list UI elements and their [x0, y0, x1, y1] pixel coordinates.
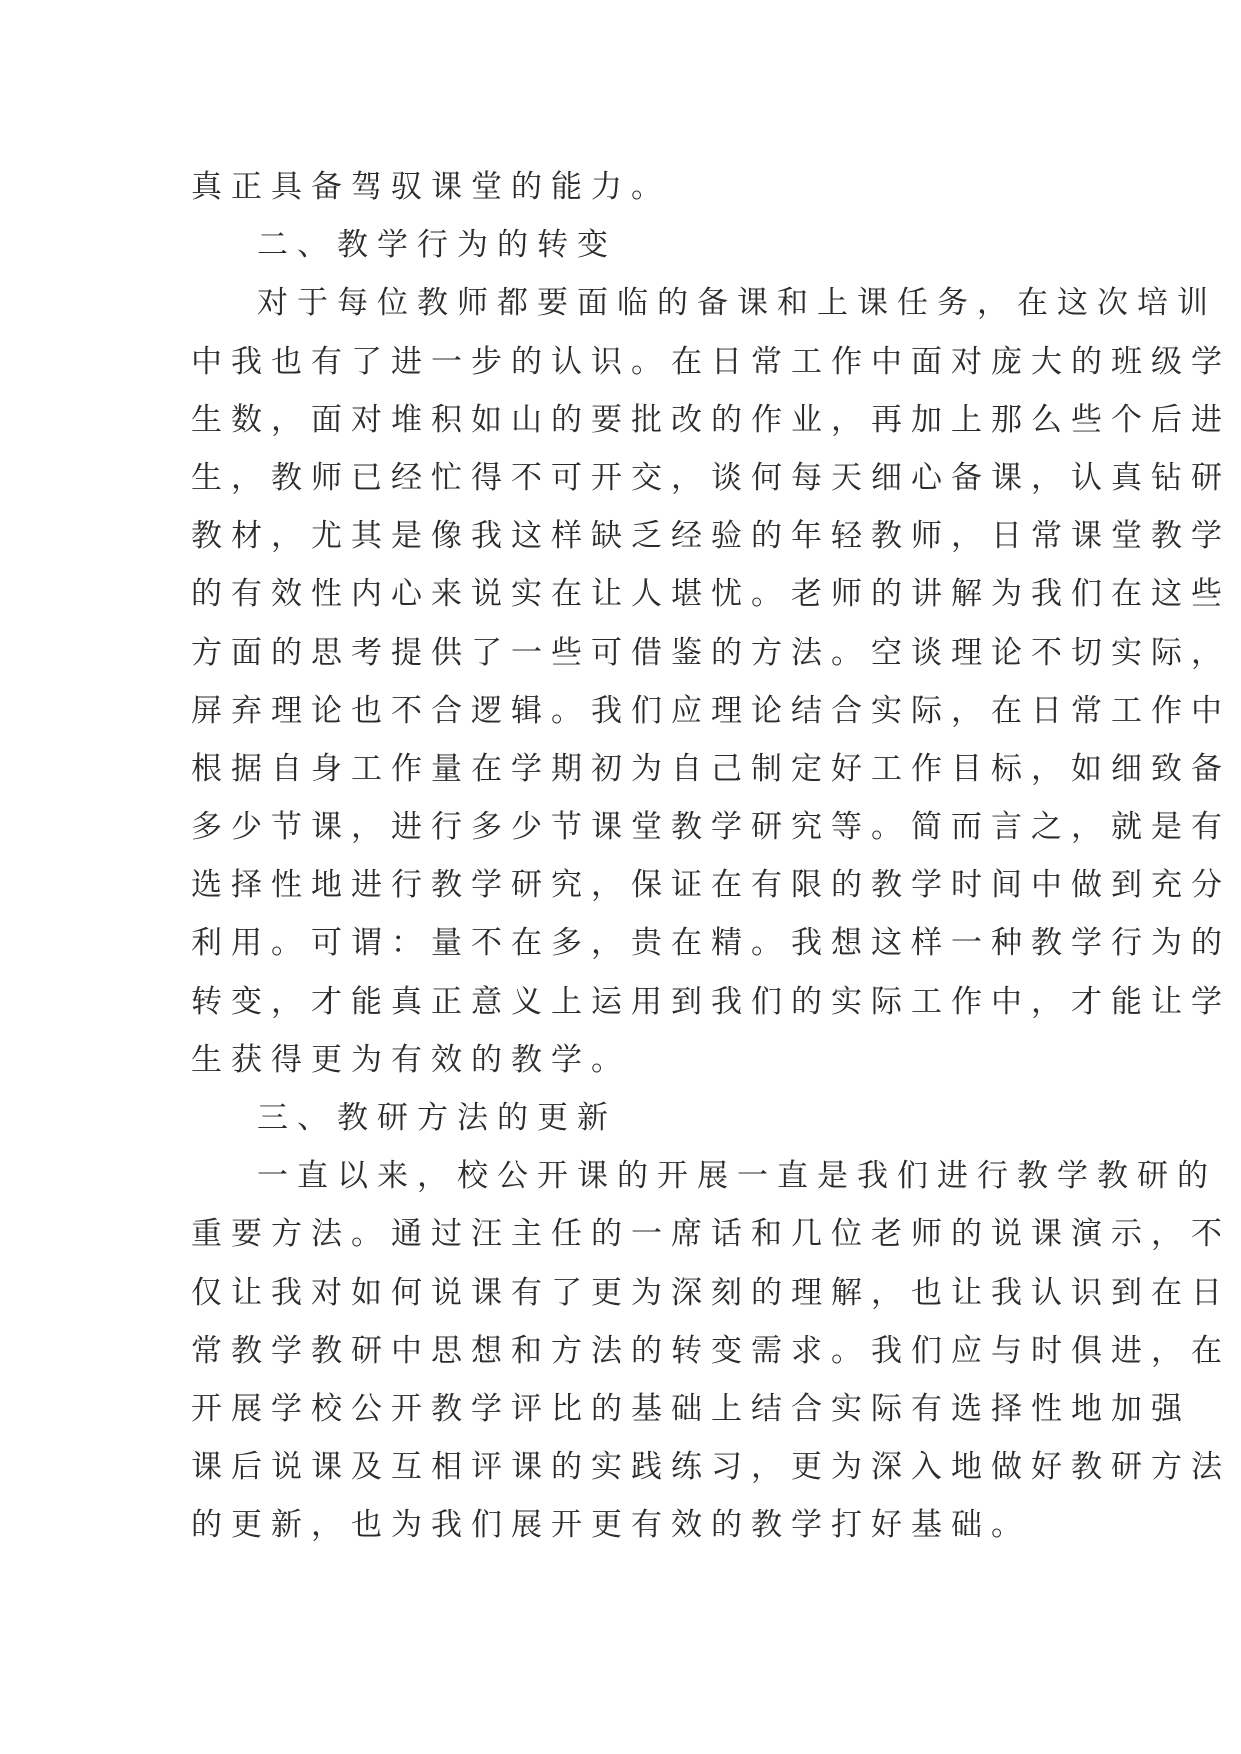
text-line: 真正具备驾驭课堂的能力。	[191, 169, 671, 205]
text-line: 转变，才能真正意义上运用到我们的实际工作中，才能让学	[191, 983, 1231, 1020]
text-line: 开展学校公开教学评比的基础上结合实际有选择性地加强	[191, 1390, 1191, 1427]
text-line: 屏弃理论也不合逻辑。我们应理论结合实际，在日常工作中	[191, 692, 1231, 729]
text-line: 教材，尤其是像我这样缺乏经验的年轻教师，日常课堂教学	[191, 518, 1231, 555]
text-line: 方面的思考提供了一些可借鉴的方法。空谈理论不切实际，	[191, 634, 1231, 671]
text-line: 课后说课及互相评课的实践练习，更为深入地做好教研方法	[191, 1449, 1231, 1486]
text-line: 选择性地进行教学研究，保证在有限的教学时间中做到充分	[191, 867, 1231, 904]
text-line: 常教学教研中思想和方法的转变需求。我们应与时俱进，在	[191, 1332, 1231, 1369]
text-line: 的更新，也为我们展开更有效的教学打好基础。	[191, 1507, 1031, 1544]
text-line: 一直以来，校公开课的开展一直是我们进行教学教研的	[257, 1158, 1217, 1195]
text-line: 仅让我对如何说课有了更为深刻的理解，也让我认识到在日	[191, 1274, 1231, 1311]
text-line: 生获得更为有效的教学。	[191, 1041, 631, 1078]
text-line: 的有效性内心来说实在让人堪忧。老师的讲解为我们在这些	[191, 576, 1231, 613]
text-line: 根据自身工作量在学期初为自己制定好工作目标，如细致备	[191, 750, 1231, 787]
text-line: 多少节课，进行多少节课堂教学研究等。简而言之，就是有	[191, 809, 1231, 846]
text-line: 重要方法。通过汪主任的一席话和几位老师的说课演示，不	[191, 1216, 1231, 1253]
text-line: 生，教师已经忙得不可开交，谈何每天细心备课，认真钻研	[191, 459, 1231, 496]
text-line: 生数，面对堆积如山的要批改的作业，再加上那么些个后进	[191, 401, 1231, 438]
text-line: 利用。可谓：量不在多，贵在精。我想这样一种教学行为的	[191, 925, 1231, 962]
text-line: 三、教研方法的更新	[257, 1100, 617, 1136]
text-line: 中我也有了进一步的认识。在日常工作中面对庞大的班级学	[191, 343, 1231, 380]
document-body	[191, 158, 1231, 1555]
text-line: 对于每位教师都要面临的备课和上课任务，在这次培训	[257, 285, 1217, 322]
text-line: 二、教学行为的转变	[257, 227, 617, 264]
